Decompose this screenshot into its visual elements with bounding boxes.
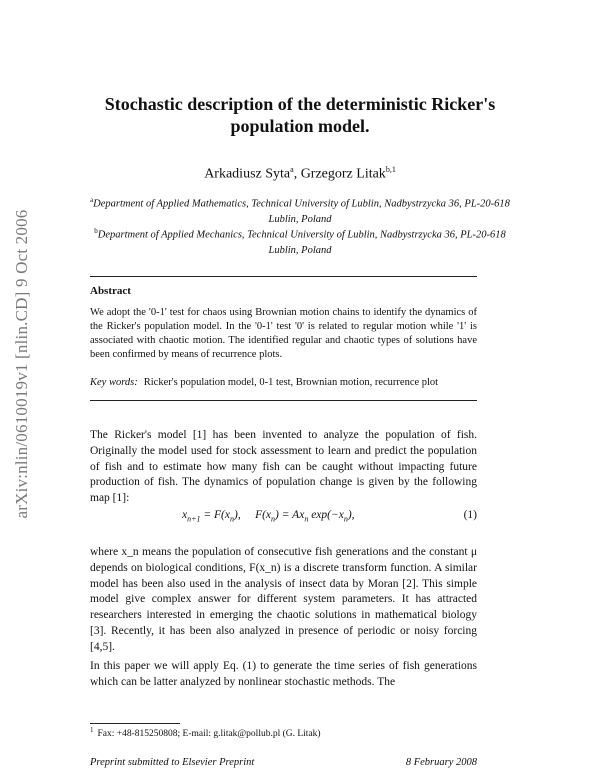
- author-line: [90, 165, 510, 183]
- body-paragraph-1: The Ricker's model [1] has been invented to analyze the population of fish. Originally the model used for stock assessment to learn and predict the population of fish and to estimate how many fish can be caught without impacting future production of fish. The dynamics of population change is given by the following map [1]:: [90, 429, 477, 505]
- affiliation-text: Department of Applied Mathematics, Technical University of Lublin, Nadbystrzycka 36, PL-20-618 Lublin, Poland: [93, 198, 510, 225]
- affiliation-b: [90, 224, 510, 258]
- author-affiliation-mark: a: [290, 165, 294, 174]
- footnote-rule: [90, 723, 180, 724]
- equation-expression: $x_{n+1} = F(x_n)$, $F(x_n) = Ax_n$ $\exp(-x_n)$,: [182, 509, 355, 524]
- author-name: Grzegorz Litak: [300, 166, 386, 182]
- body-paragraph-2: where x_n means the population of consecutive fish generations and the constant μ depends on biological conditions, F(x_n) is a discrete transform function. A similar model has been also used in the analysis of insect data by Moran [2]. This simple model give complex answer for different system parameters. It has attracted researchers interested in emerging the chaotic solutions in mathematical biology [3]. Recently, it has been also analyzed in presence of periodic or noisy forcing [4,5].: [90, 546, 477, 653]
- abstract-top-rule: [90, 276, 477, 277]
- abstract-text: We adopt the '0-1' test for chaos using Brownian motion chains to identify the dynamics of the Ricker's population model. In the '0-1' test '0' is related to regular motion while '1' is associated with chaotic motion. The identified regular and chaotic types of solutions have been confirmed by means of recurrence plots.: [90, 307, 477, 360]
- body-paragraph-3: In this paper we will apply Eq. (1) to generate the time series of fish generations which can be latter analyzed by nonlinear stochastic methods. The: [90, 660, 477, 688]
- equation-number: (1): [463, 509, 477, 521]
- abstract-heading: Abstract: [90, 285, 131, 297]
- keywords-list: Ricker's population model, 0-1 test, Brownian motion, recurrence plot: [143, 377, 439, 388]
- arxiv-identifier-sidebar: [8, 188, 36, 540]
- footnote: [90, 726, 321, 739]
- footer-preprint-note: Preprint submitted to Elsevier Preprint: [90, 757, 255, 768]
- keywords-label: Key words:: [90, 377, 138, 388]
- equation-1: [90, 509, 477, 527]
- footnote-text: Fax: +48-815250808; E-mail: g.litak@pollub.pl (G. Litak): [97, 729, 321, 740]
- arxiv-identifier: arXiv:nlin/0610019v1 [nlin.CD] 9 Oct 2006: [12, 209, 31, 519]
- affiliation-text: Department of Applied Mechanics, Technical University of Lublin, Nadbystrzycka 36, PL-20-618 Lublin, Poland: [97, 229, 506, 256]
- abstract-bottom-rule: [90, 400, 477, 401]
- author-affiliation-mark: b,1: [385, 165, 396, 174]
- paper-title: Stochastic description of the deterministic Ricker's population model.: [104, 94, 496, 136]
- affiliation-mark: a: [90, 196, 94, 204]
- keywords: [90, 377, 490, 388]
- affiliation-a: [90, 193, 510, 227]
- footnote-mark: 1: [90, 726, 94, 734]
- author-name: Arkadiusz Syta: [204, 166, 291, 182]
- footer-date: 8 February 2008: [405, 757, 477, 768]
- affiliation-mark: b: [94, 227, 98, 235]
- author-separator: ,: [293, 166, 301, 182]
